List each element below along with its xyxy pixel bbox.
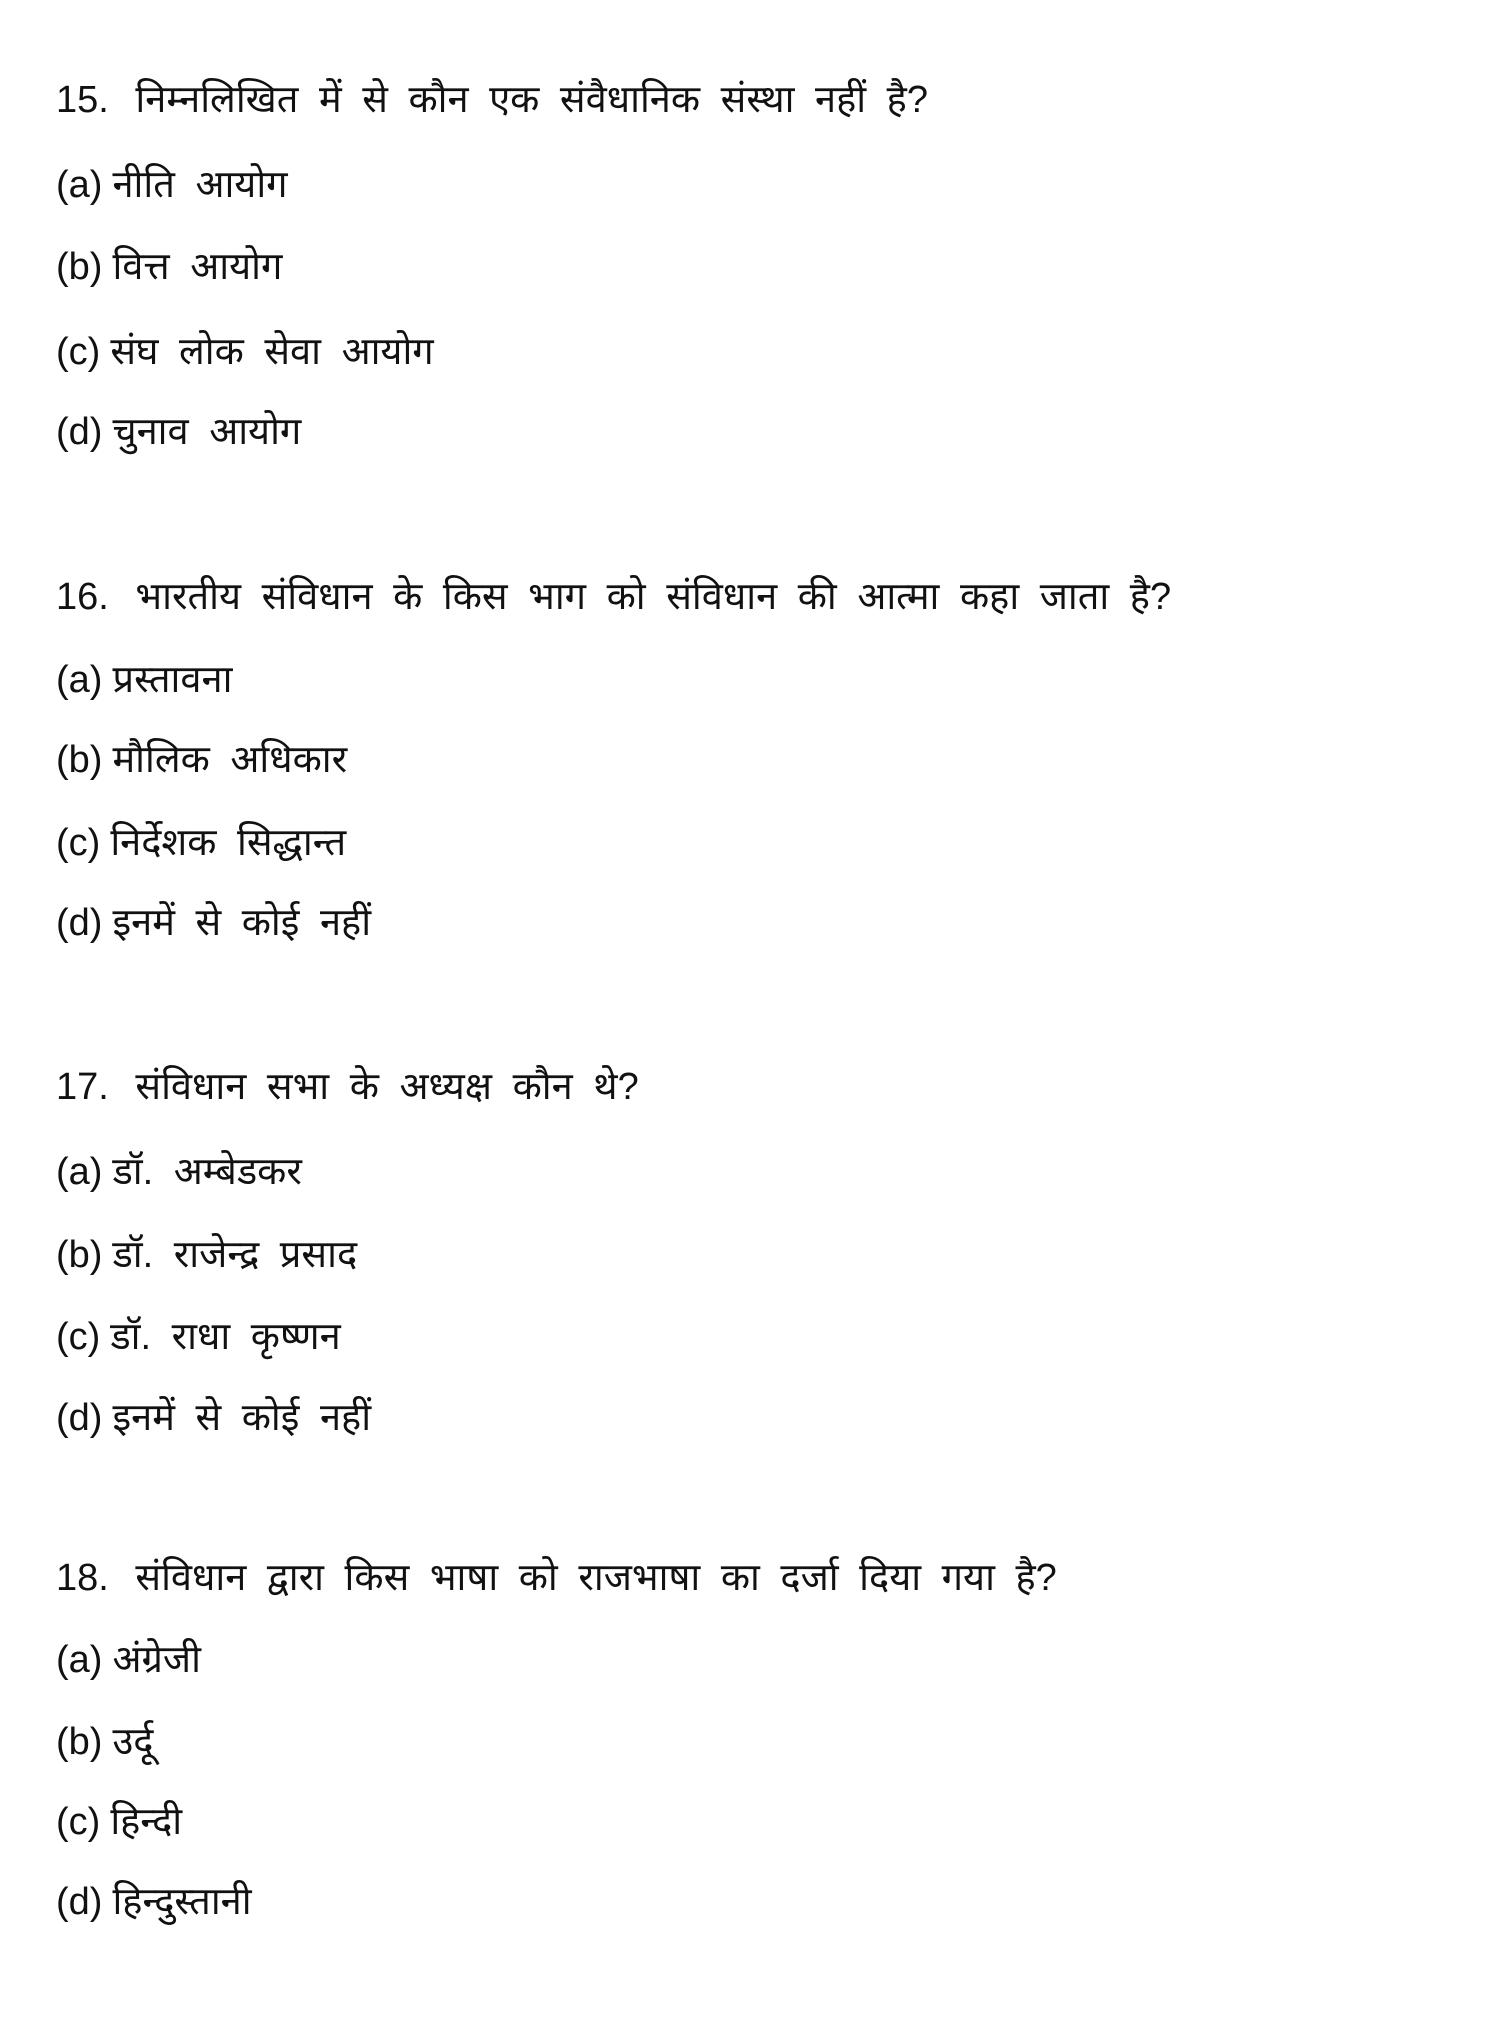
option-label: (c) (56, 331, 101, 373)
question-text: भारतीय संविधान के किस भाग को संविधान की आत्मा कहा जाता है? (135, 576, 1172, 618)
option-label: (d) (56, 411, 103, 453)
option-label: (b) (56, 1721, 103, 1763)
option-text: संघ लोक सेवा आयोग (110, 331, 434, 373)
option-16-b (56, 735, 347, 785)
option-label: (a) (56, 164, 103, 206)
option-17-c (56, 1312, 341, 1362)
option-17-a (56, 1147, 302, 1197)
option-label: (c) (56, 1316, 101, 1358)
option-18-b (56, 1717, 153, 1767)
question-number: 16. (56, 576, 109, 618)
question-text: संविधान द्वारा किस भाषा को राजभाषा का दर्जा दिया गया है? (135, 1557, 1057, 1599)
option-text: नीति आयोग (112, 164, 288, 206)
option-text: मौलिक अधिकार (112, 739, 348, 781)
option-text: प्रस्तावना (112, 659, 233, 701)
question-number: 15. (56, 79, 109, 121)
option-text: वित्त आयोग (112, 246, 283, 288)
question-text: निम्नलिखित में से कौन एक संवैधानिक संस्था नहीं है? (135, 79, 928, 121)
question-number: 17. (56, 1066, 109, 1108)
option-18-d (56, 1877, 252, 1927)
option-text: उर्दू (112, 1721, 154, 1763)
option-text: डॉ. राजेन्द्र प्रसाद (112, 1234, 358, 1276)
option-label: (c) (56, 1801, 101, 1843)
option-label: (c) (56, 822, 101, 864)
question-text: संविधान सभा के अध्यक्ष कौन थे? (135, 1066, 639, 1108)
option-label: (b) (56, 739, 103, 781)
option-text: हिन्दुस्तानी (112, 1881, 252, 1923)
option-text: चुनाव आयोग (112, 411, 302, 453)
option-18-a (56, 1635, 201, 1685)
option-label: (a) (56, 1151, 103, 1193)
option-label: (d) (56, 1397, 103, 1439)
option-18-c (56, 1797, 182, 1847)
option-17-b (56, 1230, 357, 1280)
option-17-d (56, 1393, 371, 1443)
option-16-a (56, 655, 232, 705)
question-15 (56, 75, 928, 125)
question-number: 18. (56, 1557, 109, 1599)
option-16-c (56, 818, 346, 868)
option-text: इनमें से कोई नहीं (112, 902, 372, 944)
option-15-c (56, 327, 434, 377)
option-label: (a) (56, 659, 103, 701)
option-text: इनमें से कोई नहीं (112, 1397, 372, 1439)
option-16-d (56, 898, 371, 948)
question-17 (56, 1062, 639, 1112)
question-18 (56, 1553, 1057, 1603)
option-text: अंग्रेजी (112, 1639, 201, 1681)
option-text: हिन्दी (110, 1801, 183, 1843)
option-15-a (56, 160, 288, 210)
option-label: (b) (56, 246, 103, 288)
option-text: डॉ. अम्बेडकर (112, 1151, 302, 1193)
option-15-b (56, 242, 282, 292)
option-label: (a) (56, 1639, 103, 1681)
option-label: (d) (56, 1881, 103, 1923)
question-16 (56, 572, 1171, 622)
option-text: निर्देशक सिद्धान्त (110, 822, 347, 864)
option-label: (d) (56, 902, 103, 944)
option-label: (b) (56, 1234, 103, 1276)
option-15-d (56, 407, 301, 457)
option-text: डॉ. राधा कृष्णन (110, 1316, 341, 1358)
